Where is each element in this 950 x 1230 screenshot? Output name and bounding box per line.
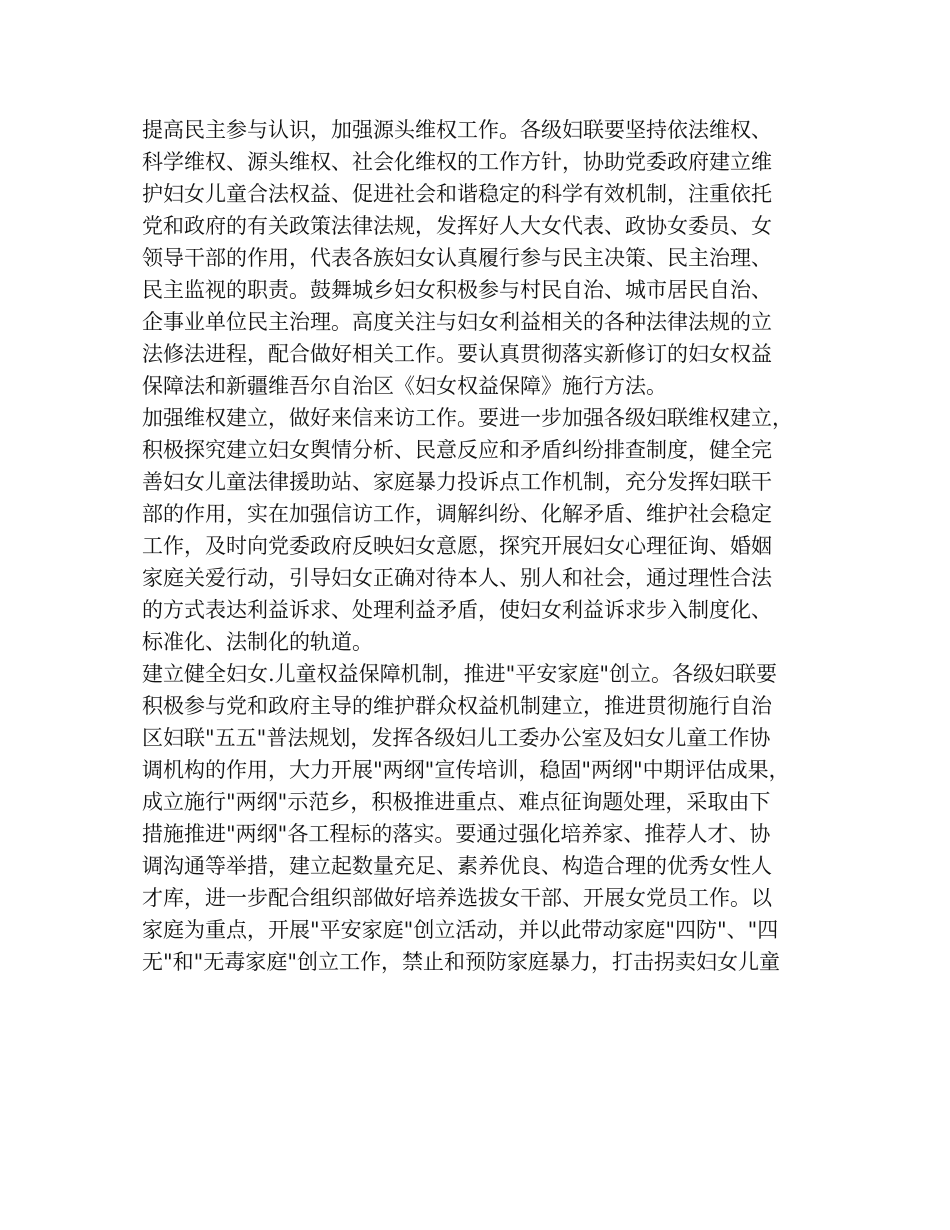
text-line: 领导干部的作用，代表各族妇女认真履行参与民主决策、民主治理、 [142, 246, 772, 270]
text-line: 措施推进"两纲"各工程标的落实。要通过强化培养家、推荐人才、协 [142, 822, 771, 846]
text-line: 积极探究建立妇女舆情分析、民意反应和矛盾纠纷排查制度，健全完 [142, 438, 772, 462]
text-line: 调沟通等举措，建立起数量充足、素养优良、构造合理的优秀女性人 [142, 854, 772, 878]
text-line: 的方式表达利益诉求、处理利益矛盾，使妇女利益诉求步入制度化、 [142, 598, 772, 622]
text-line: 成立施行"两纲"示范乡，积极推进重点、难点征询题处理，采取由下 [142, 790, 771, 814]
text-line: 党和政府的有关政策法律法规，发挥好人大女代表、政协女委员、女 [142, 214, 772, 238]
text-line: 护妇女儿童合法权益、促进社会和谐稳定的科学有效机制，注重依托 [142, 182, 772, 206]
text-line: 调机构的作用，大力开展"两纲"宣传培训，稳固"两纲"中期评估成果， [142, 758, 790, 782]
text-line: 保障法和新疆维吾尔自治区《妇女权益保障》施行方法。 [142, 374, 667, 398]
text-line: 无"和"无毒家庭"创立工作，禁止和预防家庭暴力，打击拐卖妇女儿童 [142, 950, 780, 974]
text-line: 才库，进一步配合组织部做好培养选拔女干部、开展女党员工作。以 [142, 886, 772, 910]
text-line: 民主监视的职责。鼓舞城乡妇女积极参与村民自治、城市居民自治、 [142, 278, 772, 302]
text-line: 科学维权、源头维权、社会化维权的工作方针，协助党委政府建立维 [142, 150, 772, 174]
text-line: 标准化、法制化的轨道。 [142, 630, 373, 654]
document-body [142, 114, 822, 978]
text-line: 工作，及时向党委政府反映妇女意愿，探究开展妇女心理征询、婚姻 [142, 534, 772, 558]
text-line: 区妇联"五五"普法规划，发挥各级妇儿工委办公室及妇女儿童工作协 [142, 726, 771, 750]
text-line: 加强维权建立，做好来信来访工作。要进一步加强各级妇联维权建立， [142, 406, 793, 430]
text-line: 家庭关爱行动，引导妇女正确对待本人、别人和社会，通过理性合法 [142, 566, 772, 590]
text-line: 积极参与党和政府主导的维护群众权益机制建立，推进贯彻施行自治 [142, 694, 772, 718]
text-line: 善妇女儿童法律援助站、家庭暴力投诉点工作机制，充分发挥妇联干 [142, 470, 772, 494]
text-line: 法修法进程，配合做好相关工作。要认真贯彻落实新修订的妇女权益 [142, 342, 772, 366]
text-line: 建立健全妇女.儿童权益保障机制，推进"平安家庭"创立。各级妇联要 [142, 662, 777, 686]
text-line: 企事业单位民主治理。高度关注与妇女利益相关的各种法律法规的立 [142, 310, 772, 334]
text-line: 提高民主参与认识，加强源头维权工作。各级妇联要坚持依法维权、 [142, 118, 772, 142]
text-line: 家庭为重点，开展"平安家庭"创立活动，并以此带动家庭"四防"、"四 [142, 918, 779, 942]
text-line: 部的作用，实在加强信访工作，调解纠纷、化解矛盾、维护社会稳定 [142, 502, 772, 526]
